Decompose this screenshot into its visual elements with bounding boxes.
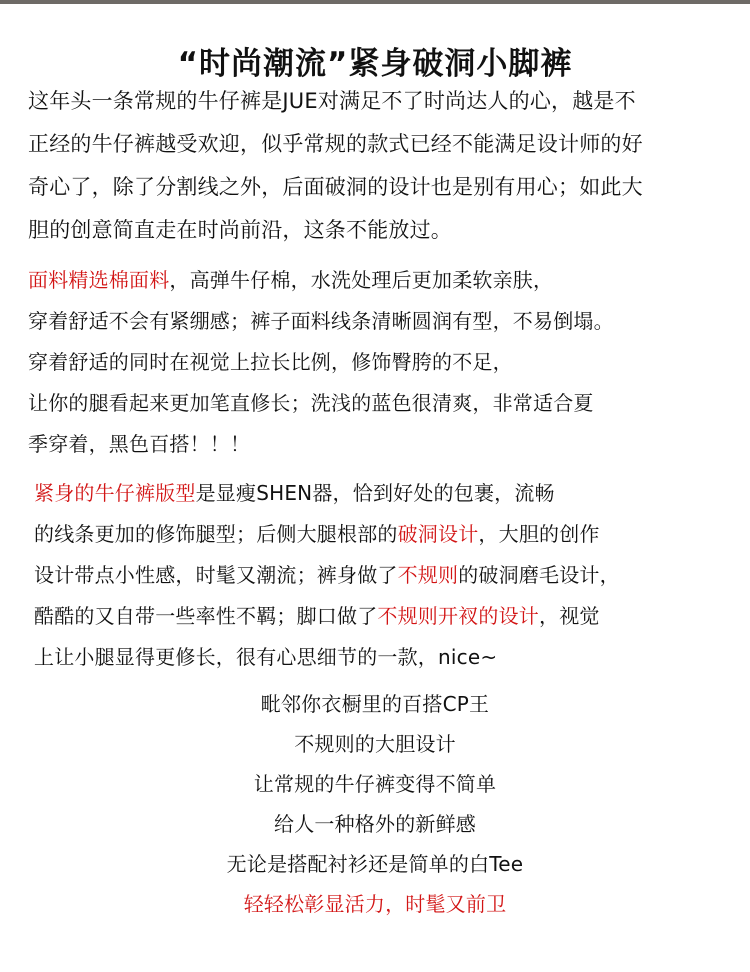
fabric-line1-text: ，高弹牛仔棉，水洗处理后更加柔软亲肤，: [169, 268, 554, 292]
fabric-line: 穿着舒适的同时在视觉上拉长比例，修饰臀胯的不足，: [28, 350, 513, 374]
fabric-line: 季穿着，黑色百搭！！！: [28, 432, 251, 456]
design-text: 酷酷的又自带一些率性不羁；脚口做了: [34, 604, 378, 628]
design-highlight: 不规则开衩的设计: [377, 604, 540, 628]
design-highlight: 不规则: [397, 563, 459, 587]
intro-line: 胆的创意简直走在时尚前沿，这条不能放过。: [28, 218, 452, 242]
design-text: 的线条更加的修饰腿型；后侧大腿根部的: [34, 522, 398, 546]
design-highlight: 紧身的牛仔裤版型: [34, 481, 196, 505]
slogan-line: 毗邻你衣橱里的百搭CP王: [260, 692, 490, 716]
design-line: [34, 555, 734, 596]
fabric-line: 穿着舒适不会有紧绷感；裤子面料线条清晰圆润有型，不易倒塌。: [28, 309, 614, 333]
design-text: 设计带点小性感，时髦又潮流；裤身做了: [34, 563, 398, 587]
slogan-line: 不规则的大胆设计: [294, 732, 456, 756]
page-title: “时尚潮流”紧身破洞小脚裤: [177, 46, 573, 82]
intro-line: 奇心了，除了分割线之外，后面破洞的设计也是别有用心；如此大: [28, 175, 643, 199]
design-paragraph: [34, 473, 734, 678]
slogan-block: [0, 684, 750, 924]
design-line: [34, 596, 734, 637]
design-text: ，视觉: [539, 604, 600, 628]
intro-line: 正经的牛仔裤越受欢迎，似乎常规的款式已经不能满足设计师的好: [28, 132, 643, 156]
intro-paragraph: [28, 80, 728, 252]
design-text: 是显瘦SHEN器，恰到好处的包裹，流畅: [195, 481, 555, 505]
fabric-paragraph: [28, 260, 728, 465]
intro-line: 这年头一条常规的牛仔裤是JUE对满足不了时尚达人的心，越是不: [28, 89, 636, 113]
design-line: [34, 473, 734, 514]
slogan-line: 给人一种格外的新鲜感: [274, 812, 476, 836]
top-image-strip: [0, 0, 750, 4]
design-text: 的破洞磨毛设计，: [458, 563, 620, 587]
design-line: 上让小腿显得更修长，很有心思细节的一款，nice~: [34, 645, 498, 669]
slogan-final-line: 轻轻松彰显活力，时髦又前卫: [243, 892, 507, 916]
design-highlight: 破洞设计: [397, 522, 479, 546]
fabric-line: [28, 260, 728, 301]
design-line: [34, 514, 734, 555]
slogan-line: 让常规的牛仔裤变得不简单: [253, 772, 497, 796]
fabric-line: 让你的腿看起来更加笔直修长；洗浅的蓝色很清爽，非常适合夏: [28, 391, 594, 415]
fabric-highlight: 面料精选棉面料: [28, 268, 170, 292]
design-text: ，大胆的创作: [478, 522, 600, 546]
slogan-line: 无论是搭配衬衫还是简单的白Tee: [226, 852, 524, 876]
